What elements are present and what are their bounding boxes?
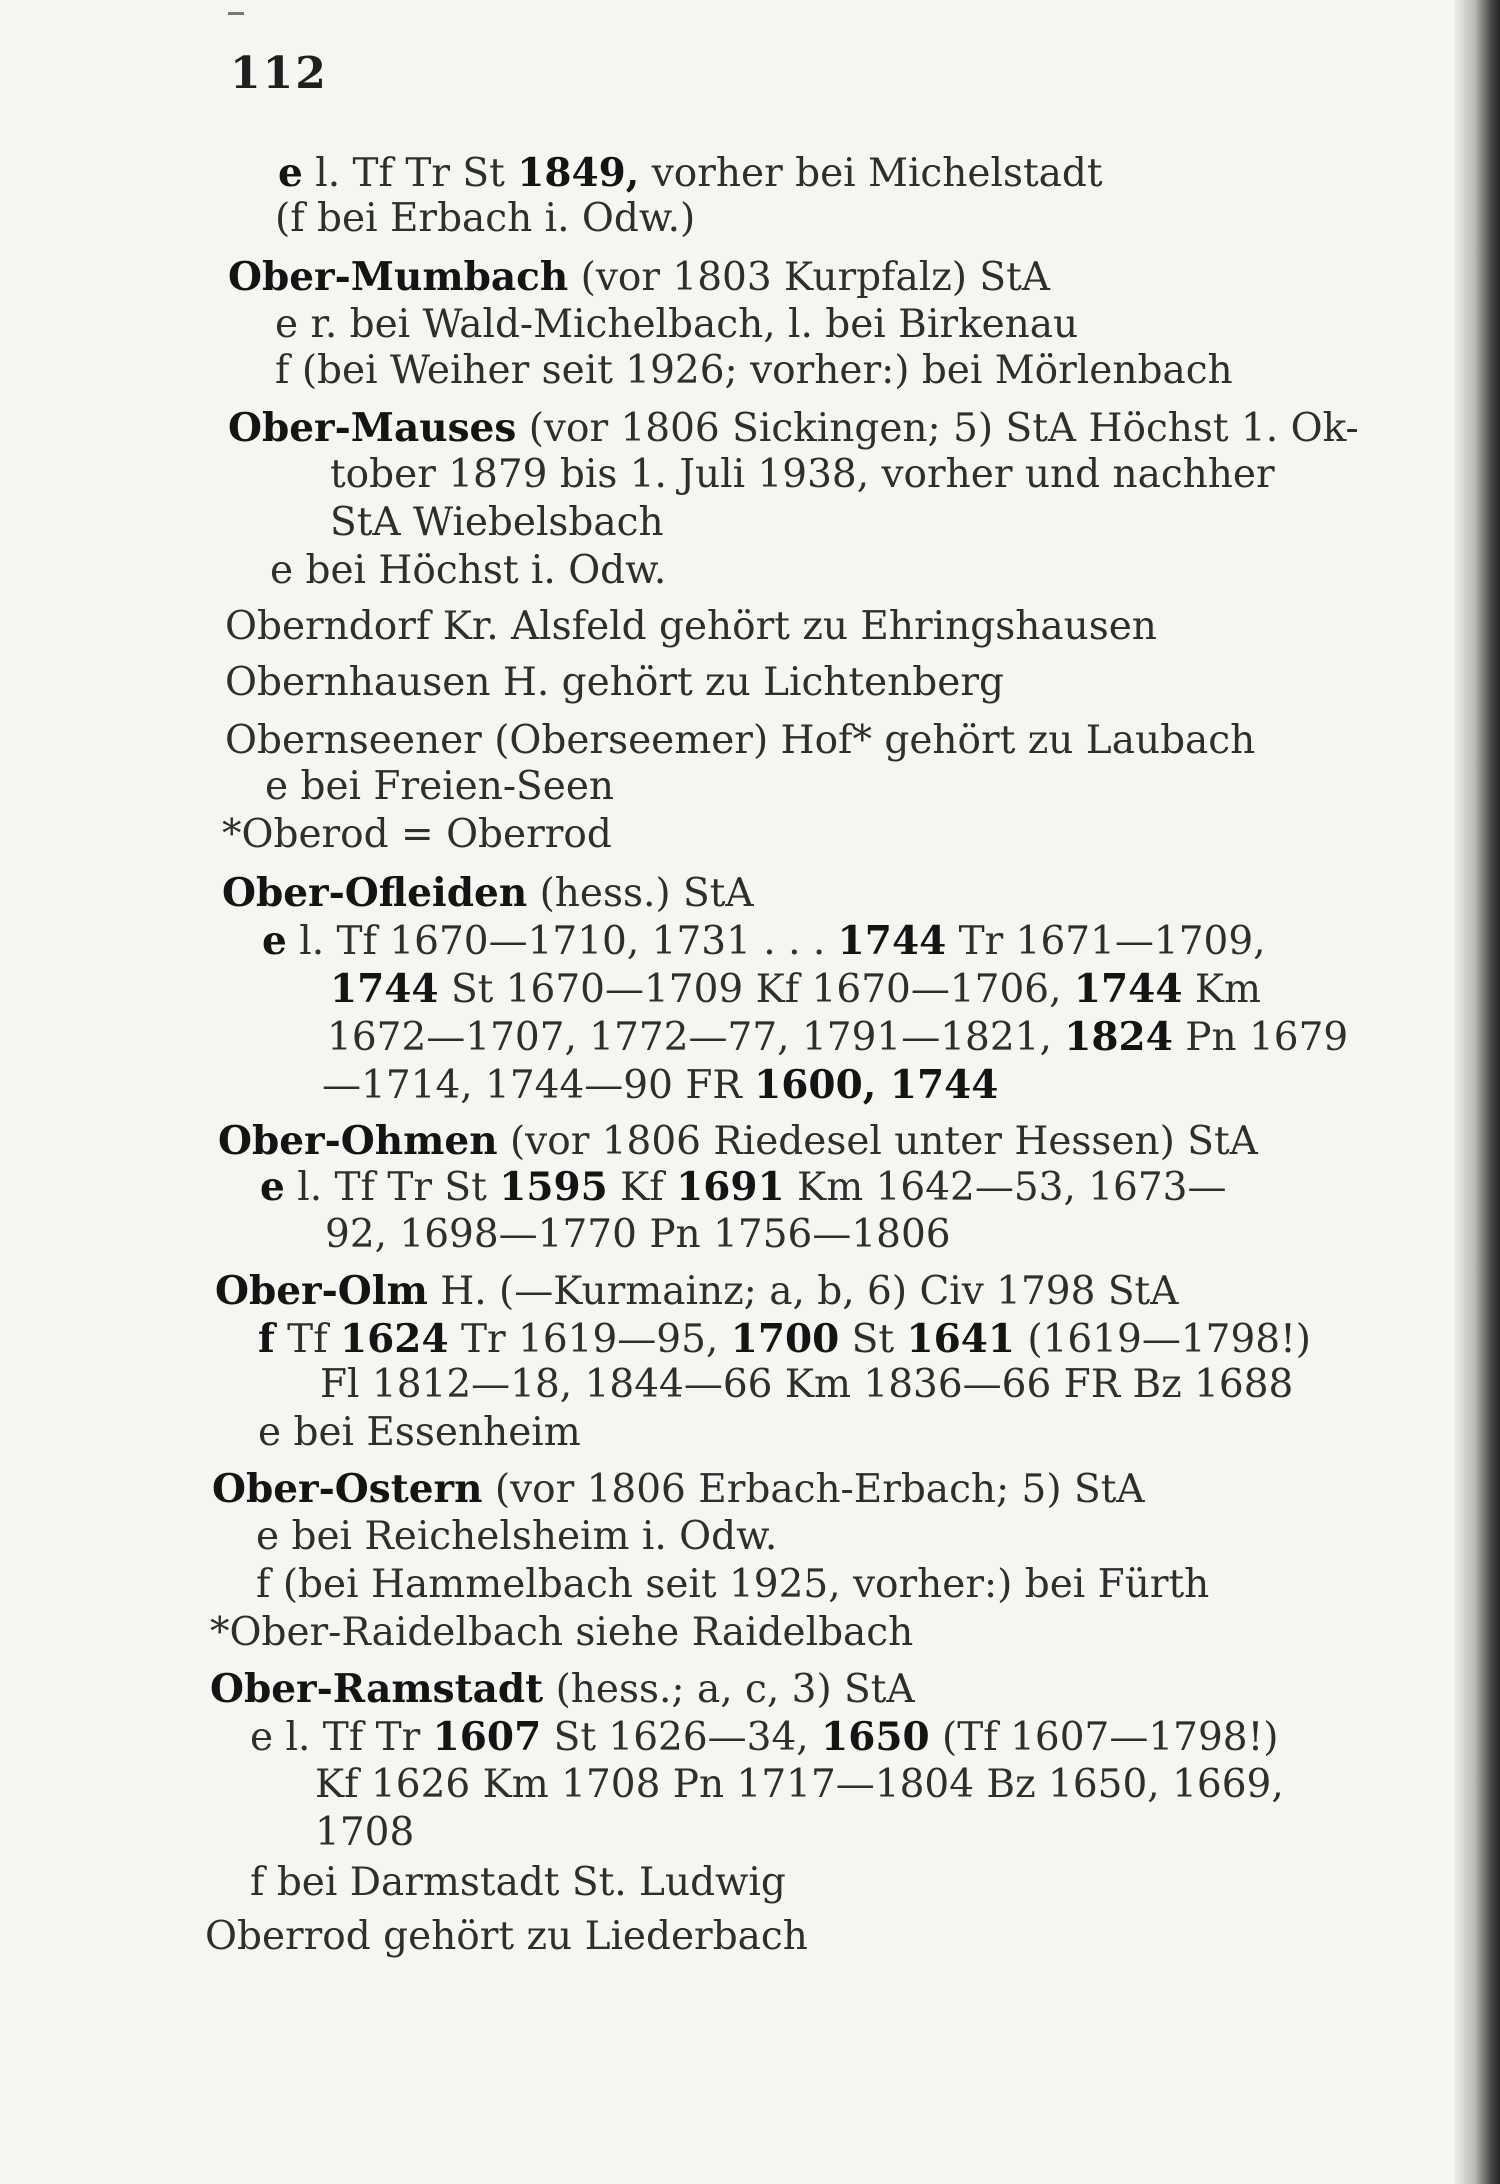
text-segment: (vor 1806 Riedesel unter Hessen) StA — [497, 1119, 1258, 1164]
text-segment: *Oberod = Oberrod — [222, 812, 612, 857]
bold-segment: Ober-Mumbach — [228, 254, 569, 300]
text-line — [205, 1914, 808, 1960]
bold-segment: 1607 — [432, 1714, 542, 1760]
text-segment: vorher bei Michelstadt — [639, 151, 1103, 196]
text-line — [330, 966, 1261, 1013]
bold-segment: 1700 — [730, 1316, 840, 1362]
bold-segment: Ober-Mauses — [228, 405, 517, 451]
text-segment: (vor 1806 Sickingen; 5) StA Höchst 1. Ok- — [516, 406, 1359, 451]
text-line — [256, 1562, 1209, 1608]
text-line — [222, 870, 754, 917]
text-segment: St — [839, 1317, 907, 1362]
text-line — [225, 604, 1157, 650]
text-segment: Obernseener (Oberseemer) Hof* gehört zu Laubach — [225, 718, 1256, 763]
text-line — [320, 1362, 1293, 1408]
text-line — [330, 500, 664, 546]
bold-segment: Ober-Ostern — [212, 1466, 483, 1512]
text-segment: f bei Darmstadt St. Ludwig — [250, 1860, 786, 1905]
text-segment: Km — [1182, 967, 1261, 1012]
page-number: 112 — [230, 48, 328, 99]
text-segment: (hess.; a, c, 3) StA — [543, 1667, 915, 1712]
bold-segment: 1849, — [517, 150, 640, 196]
text-segment: Km 1642—53, 1673— — [784, 1165, 1227, 1210]
text-line — [260, 1164, 1227, 1211]
text-segment: (hess.) StA — [527, 871, 754, 916]
book-spine-shadow — [1454, 0, 1500, 2184]
text-segment: St 1626—34, — [541, 1715, 822, 1760]
text-line — [228, 254, 1050, 301]
bold-segment: 1744 — [1073, 966, 1183, 1012]
text-line — [262, 918, 1266, 965]
text-segment: 1672—1707, 1772—77, 1791—1821, — [327, 1015, 1065, 1060]
text-line — [215, 1268, 1178, 1315]
text-line — [270, 548, 666, 594]
bold-segment: Ober-Ofleiden — [222, 870, 528, 916]
bold-segment: 1824 — [1064, 1014, 1173, 1060]
text-line — [275, 196, 695, 242]
bold-segment: 1641 — [906, 1316, 1015, 1362]
text-segment: StA Wiebelsbach — [330, 500, 664, 545]
bold-segment: f — [258, 1316, 275, 1362]
text-segment: e r. bei Wald-Michelbach, l. bei Birkenau — [275, 302, 1079, 347]
text-line — [275, 348, 1233, 394]
text-line — [278, 150, 1103, 197]
bold-segment: Ober-Olm — [215, 1268, 428, 1314]
text-line — [250, 1860, 786, 1906]
bold-segment: 1624 — [340, 1316, 449, 1362]
text-segment: Obernhausen H. gehört zu Lichtenberg — [225, 660, 1004, 705]
text-segment: Kf 1626 Km 1708 Pn 1717—1804 Bz 1650, 1669, — [315, 1762, 1284, 1807]
text-segment: f (bei Weiher seit 1926; vorher:) bei Mörlenbach — [275, 348, 1233, 393]
text-segment: (1619—1798!) — [1014, 1317, 1311, 1362]
text-segment: 92, 1698—1770 Pn 1756—1806 — [325, 1212, 951, 1257]
text-segment: Oberndorf Kr. Alsfeld gehört zu Ehringshausen — [225, 604, 1157, 649]
text-line — [256, 1514, 777, 1560]
text-segment: (vor 1803 Kurpfalz) StA — [568, 255, 1050, 300]
text-line — [210, 1666, 915, 1713]
text-segment: l. Tf Tr St — [284, 1165, 500, 1210]
text-line — [322, 1062, 998, 1109]
bold-segment: 1744 — [330, 966, 439, 1012]
bold-segment: 1600, 1744 — [754, 1062, 999, 1108]
text-line — [225, 660, 1004, 706]
bold-segment: Ober-Ohmen — [218, 1118, 498, 1164]
text-line — [250, 1714, 1278, 1761]
text-segment: (vor 1806 Erbach-Erbach; 5) StA — [482, 1467, 1145, 1512]
text-segment: l. Tf Tr St — [302, 151, 518, 196]
text-segment: Fl 1812—18, 1844—66 Km 1836—66 FR Bz 1688 — [320, 1362, 1294, 1407]
text-line — [327, 1014, 1348, 1061]
bold-segment: Ober-Ramstadt — [210, 1666, 544, 1712]
text-segment: l. Tf 1670—1710, 1731 . . . — [286, 919, 838, 964]
bold-segment: 1650 — [821, 1714, 930, 1760]
text-line — [258, 1316, 1311, 1363]
text-segment: e bei Höchst i. Odw. — [270, 548, 667, 593]
text-segment: e l. Tf Tr — [250, 1715, 433, 1760]
text-segment: Kf — [607, 1165, 677, 1210]
bold-segment: e — [260, 1164, 285, 1210]
text-segment: Tf — [274, 1317, 341, 1362]
text-line — [222, 812, 612, 858]
text-segment: f (bei Hammelbach seit 1925, vorher:) bei Fürth — [256, 1562, 1210, 1607]
text-line — [210, 1610, 913, 1656]
text-line — [275, 302, 1078, 348]
bold-segment: 1691 — [676, 1164, 785, 1210]
bold-segment: e — [262, 918, 287, 964]
text-line — [325, 1212, 951, 1258]
text-line — [258, 1410, 581, 1456]
text-line — [315, 1762, 1284, 1808]
text-segment: tober 1879 bis 1. Juli 1938, vorher und nachher — [330, 452, 1275, 497]
bold-segment: e — [278, 150, 303, 196]
text-segment: (f bei Erbach i. Odw.) — [275, 196, 696, 241]
text-line — [225, 718, 1255, 764]
text-line — [330, 452, 1275, 498]
text-segment: e bei Essenheim — [258, 1410, 581, 1455]
bold-segment: 1744 — [837, 918, 947, 964]
text-line — [265, 764, 614, 810]
text-line — [218, 1118, 1258, 1165]
text-segment: (Tf 1607—1798!) — [929, 1715, 1279, 1760]
text-segment: Oberrod gehört zu Liederbach — [205, 1914, 808, 1959]
text-segment: 1708 — [315, 1810, 415, 1855]
text-segment: St 1670—1709 Kf 1670—1706, — [438, 967, 1074, 1012]
text-segment: Tr 1619—95, — [448, 1317, 731, 1362]
text-segment: H. (—Kurmainz; a, b, 6) Civ 1798 StA — [427, 1269, 1179, 1314]
text-line — [228, 405, 1359, 452]
text-segment: e bei Reichelsheim i. Odw. — [256, 1514, 778, 1559]
text-line — [212, 1466, 1145, 1513]
text-line — [315, 1810, 414, 1856]
text-segment: —1714, 1744—90 FR — [322, 1063, 755, 1108]
text-segment: e bei Freien-Seen — [265, 764, 615, 809]
bold-segment: 1595 — [499, 1164, 608, 1210]
text-segment: Pn 1679 — [1172, 1015, 1349, 1060]
text-segment: *Ober-Raidelbach siehe Raidelbach — [210, 1610, 914, 1655]
text-segment: Tr 1671—1709, — [946, 919, 1266, 964]
